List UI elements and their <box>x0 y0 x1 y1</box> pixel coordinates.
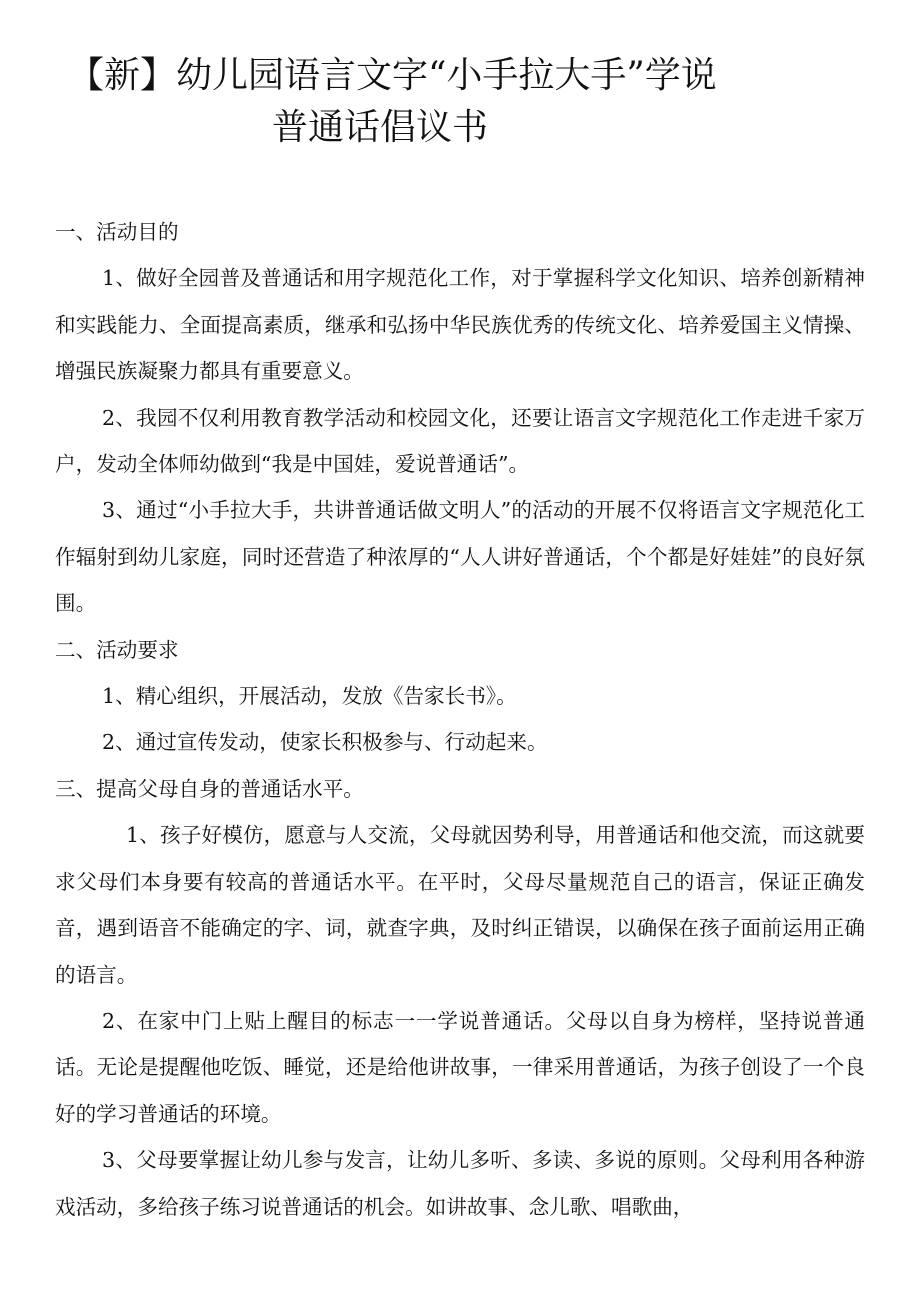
paragraph-3-3: 3、父母要掌握让幼儿参与发言，让幼儿多听、多读、多说的原则。父母利用各种游戏活动，多给孩子练习说普通话的机会。如讲故事、念儿歌、唱歌曲， <box>55 1148 865 1219</box>
paragraph-1-2: 2、我园不仅利用教育教学活动和校园文化，还要让语言文字规范化工作走进千家万户，发动全体师幼做到“我是中国娃，爱说普通话”。 <box>55 405 865 477</box>
paragraph-2-1: 1、精心组织，开展活动，发放《告家长书》。 <box>102 684 517 709</box>
paragraph-3-1: 1、孩子好模仿，愿意与人交流，父母就因势利导，用普通话和他交流，而这就要求父母们本身要有较高的普通话水平。在平时，父母尽量规范自己的语言，保证正确发音，遇到语音不能确定的字、词，就查字典，及时纠正错误，以确保在孩子面前运用正确的语言。 <box>55 823 865 987</box>
section-heading-3: 三、提高父母自身的普通话水平。 <box>55 776 364 801</box>
paragraph-3-2: 2、在家中门上贴上醒目的标志一一学说普通话。父母以自身为榜样，坚持说普通话。无论是提醒他吃饭、睡觉，还是给他讲故事，一律采用普通话，为孩子创设了一个良好的学习普通话的环境。 <box>55 1008 865 1126</box>
section-heading-1: 一、活动目的 <box>55 220 179 244</box>
document-title-line2: 普通话倡议书 <box>272 107 489 148</box>
paragraph-1-1: 1、做好全园普及普通话和用字规范化工作，对于掌握科学文化知识、培养创新精神和实践能力、全面提高素质，继承和弘扬中华民族优秀的传统文化、培养爱国主义情操、增强民族凝聚力都具有重要意义。 <box>55 266 865 384</box>
paragraph-1-3: 3、通过“小手拉大手，共讲普通话做文明人”的活动的开展不仅将语言文字规范化工作辐射到幼儿家庭，同时还营造了种浓厚的“人人讲好普通话，个个都是好娃娃”的良好氛围。 <box>55 498 865 616</box>
section-heading-2: 二、活动要求 <box>55 637 179 662</box>
document-body <box>55 209 865 1230</box>
paragraph-2-2: 2、通过宣传发动，使家长积极参与、行动起来。 <box>102 730 548 755</box>
document-title-line1: 【新】幼儿园语言文字“小手拉大手”学说 <box>68 55 717 96</box>
